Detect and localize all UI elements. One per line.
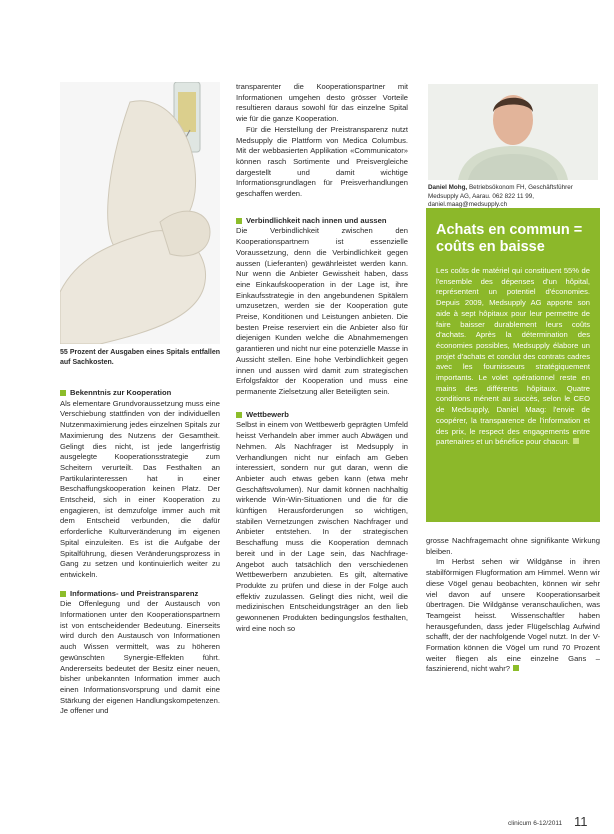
photo-caption: 55 Prozent der Ausgaben eines Spitals entfallen auf Sachkosten. — [60, 349, 220, 366]
syringe-photo — [60, 82, 220, 344]
paragraph: Für die Herstellung der Preistransparenz nutzt Medsupply die Plattform von Medica Columbus. Mit der webbasierten Applikation «Communicator» können rasch Sortimente und Preisvergleiche dargestellt und damit wichtige Informationsgrundlagen für Preisverhandlungen geschaffen werden. — [236, 124, 408, 199]
paragraph: transparenter die Kooperationspartner mit Informationen umgehen desto grösser Vorteile resultieren daraus sowohl für das einzelne Spital wie für die ganze Kooperation. — [236, 82, 408, 124]
bullet-square-icon — [236, 412, 242, 418]
section-heading: Verbindlichkeit nach innen und aussen — [236, 216, 408, 227]
bullet-square-icon — [60, 591, 66, 597]
bullet-square-icon — [60, 390, 66, 396]
section-heading: Bekenntnis zur Kooperation — [60, 388, 220, 399]
paragraph: Die Verbindlichkeit zwischen den Kooperationspartnern ist essenzielle Voraussetzung, denn die Verbindlichkeit gegen aussen (Lieferanten) gewährleistet werden kann. Nur wenn die Anbieter Gewissheit haben, dass eine Einkaufskooperation in der Lage ist, ihre Einkaufsstrategie in den angebundenen Spitälern umzusetzen, werden sie der Kooperation gute Preise, Konditionen und Leistungen anbieten. Die besten Preise reserviert ein die Anbieter also für diejenigen Kunden welche die Abnahmemengen garantieren und nicht nur eine potenzielle Masse in Aussicht stellen. Eine hohe Verbindlichkeit gegen innen und aussen wird damit zum strategischen Erfolgsfaktor der Kooperation und muss eine permanente Zielsetzung aller Beteiligten sein. — [236, 226, 408, 396]
paragraph: Selbst in einem von Wettbewerb geprägten Umfeld heisst Verhandeln aber immer auch Abwägen und Nehmen. Als Nachfrager ist Medsupply in Verhandlungen nicht nur einfach am Geben interessiert, sondern nur gut daran, wenn die Anbieter auch etwas geben kann (etwa mehr Geschäftsvolumen). Nur damit können nachhaltig wirkende Win-Win-Situationen und die für die künftigen Herausforderungen so wichtigen, stabilen Vernetzungen zwischen Nachfrager und Anbieter entstehen. In der strategischen Beschaffung muss die Kooperation demnach bereit und in der Lage sein, das Nachfrage-Angebot auch tatsächlich den verschiedenen Wettbewerbern anzubieten. Es gilt, alternative Produkte zu prüfen und diese in der Folge auch effektiv zuzulassen. Gelingt dies nicht, weil die medizinischen Entscheidungsträger an den lieb gewonnenen Produkten bedingungslos festhalten, wird eine noch so — [236, 420, 408, 633]
section-heading: Informations- und Preistransparenz — [60, 589, 220, 600]
column-2 — [236, 82, 408, 634]
paragraph: Im Herbst sehen wir Wildgänse in ihren stabilförmigen Flugformation am Himmel. Wenn wir diese Vögel genau beobachten, können wir sehr viel davon auf unsere Kooperationsarbeit übertragen. Die Wildgänse veranschaulichen, was Teamgeist heisst. Wissenschaftler haben herausgefunden, dass jeder Flügelschlag Aufwind schafft, der der nachfolgende Vogel nutzt. In der V-Formation können die Vögel um rund 70 Prozent weiter fliegen als eine einzelne Gans – faszinierend, nicht wahr? — [426, 557, 600, 674]
paragraph: grosse Nachfragemacht ohne signifikante Wirkung bleiben. — [426, 536, 600, 556]
portrait-caption: Daniel Mohg, Betriebsökonom FH, Geschäftsführer Medsupply AG, Aarau. 062 822 11 99, daniel.maag@medsupply.ch — [428, 184, 573, 208]
syringe-illustration — [60, 82, 220, 344]
bullet-square-icon — [236, 218, 242, 224]
info-box — [426, 208, 600, 522]
portrait-illustration — [428, 84, 598, 180]
paragraph: Die Offenlegung und der Austausch von Informationen unter den Kooperationspartnern ist von entscheidender Bedeutung. Einerseits wird durch den Austausch von Informationen auch Wissen vermittelt, was zu höheren gewünschten Synergie-Effekten führt. Andererseits bedeutet der Besitz einer neuen, bisher unbekannten Information immer auch einen Informationsvorsprung und damit eine Stärkung der eigenen Handlungskompetenzen. Je offener und — [60, 599, 220, 716]
info-box-body: Les coûts de matériel qui constituent 55% de l'ensemble des dépenses d'un hôpital, représentent un potentiel d'économies. Depuis 2009, Medsupply AG apporte son aide à sept hôpitaux pour leur permettre de faire baisser durablement leurs coûts d'achats. Après la détermination des économies possibles, Medsupply élabore un projet d'achats et conclut des contrats cadres avec les fournisseurs stratégiquement importants. Le volet opérationnel reste en mains des différents hôpitaux. Quatre conditions ménent au succès, selon le CEO de Medsupply, Daniel Maag: l'envie de coopérer, la transparence de l'information et des prix, le respect des engagements entre partenaires et un bénéfice pour chacun. — [436, 266, 590, 447]
issue-label: clinicum 6-12/2011 — [508, 820, 563, 827]
column-3 — [426, 536, 600, 675]
section-heading: Wettbewerb — [236, 410, 408, 421]
portrait-photo — [428, 84, 598, 180]
column-1 — [60, 388, 220, 717]
end-square-icon — [573, 438, 579, 444]
end-square-icon — [513, 665, 519, 671]
paragraph: Als elementare Grundvoraussetzung muss eine Verschiebung stattfinden von der individuellen Nutzenmaximierung jedes einzelnen Spitals zur Maximierung des Nutzens der Gesamtheit. Gelingt dies nicht, ist jede langerfristig ausgelegte Kooperationsstrategie zum Scheitern verurteilt. Das Festhalten an Partikularinteressen hat in einer Beschaffungskooperation keinen Platz. Der Entscheid, sich in einer Kooperation zu engagieren, ist demzufolge immer auch mit dem Entscheid verbunden, die dafür erforderliche Kulturveränderung im eigenen Spital einzuleiten. Es ist die Aufgabe der Spitalführung, diesen Veränderungsprozess in Gang zu setzen und kontinuierlich weiter zu entwickeln. — [60, 398, 220, 579]
info-box-title: Achats en commun = coûts en baisse — [436, 222, 583, 255]
page-number: 11 — [574, 814, 588, 829]
